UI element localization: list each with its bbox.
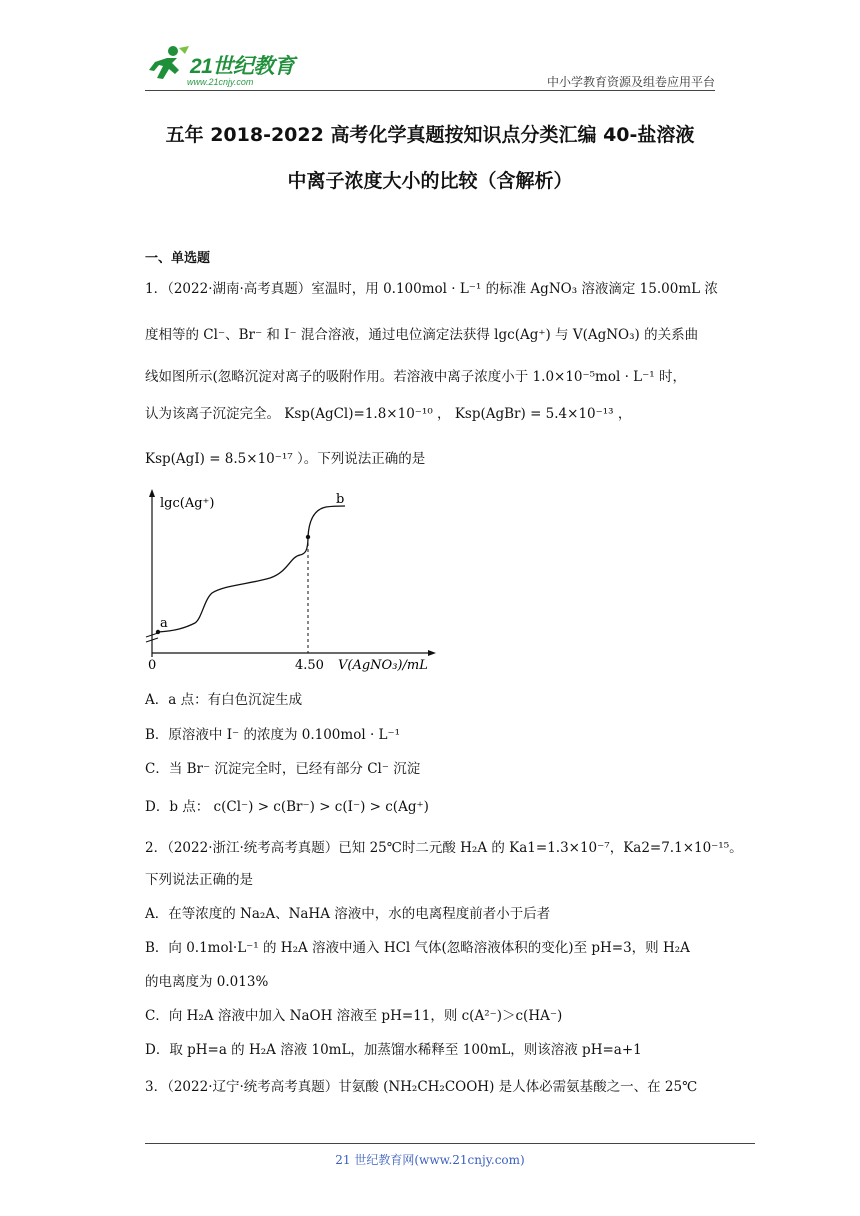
equivalence-point-marker xyxy=(306,535,310,539)
point-b-label: b xyxy=(336,492,345,507)
logo-url: www.21cnjy.com xyxy=(187,77,254,87)
q2-option-d[interactable]: D．取 pH=a 的 H₂A 溶液 10mL，加蒸馏水稀释至 100mL，则该溶液 pH=a+1 xyxy=(145,1042,642,1058)
q2-stem-line1: 2．（2022·浙江·统考高考真题）已知 25℃时二元酸 H₂A 的 Ka1=1.3×10⁻⁷，Ka2=7.1×10⁻¹⁵。 xyxy=(145,840,743,856)
q1-option-c[interactable]: C．当 Br⁻ 沉淀完全时，已经有部分 Cl⁻ 沉淀 xyxy=(145,761,421,777)
y-axis-arrow xyxy=(149,489,155,497)
q1-option-a[interactable]: A．a 点：有白色沉淀生成 xyxy=(145,692,303,708)
q2-stem-line2: 下列说法正确的是 xyxy=(145,872,253,888)
q1-stem-line1: 1．（2022·湖南·高考真题）室温时，用 0.100mol · L⁻¹ 的标准 AgNO₃ 溶液滴定 15.00mL 浓 xyxy=(145,281,718,297)
q2-option-b-line1[interactable]: B．向 0.1mol·L⁻¹ 的 H₂A 溶液中通入 HCl 气体(忽略溶液体积的变化)至 pH=3，则 H₂A xyxy=(145,940,690,956)
titration-curve xyxy=(158,506,345,632)
site-logo[interactable] xyxy=(145,44,320,90)
runner-logo-icon xyxy=(145,44,191,84)
q2-option-b-line2[interactable]: 的电离度为 0.013% xyxy=(145,974,269,990)
section-heading: 一、单选题 xyxy=(145,251,211,266)
point-a-label: a xyxy=(160,616,168,631)
q1-stem-line5: Ksp(AgI) = 8.5×10⁻¹⁷ ）。下列说法正确的是 xyxy=(145,451,426,467)
q1-option-d[interactable]: D．b 点： c(Cl⁻) > c(Br⁻) > c(I⁻) > c(Ag⁺) xyxy=(145,799,429,815)
x-tick-450: 4.50 xyxy=(295,658,324,673)
q1-option-b[interactable]: B．原溶液中 I⁻ 的浓度为 0.100mol · L⁻¹ xyxy=(145,727,401,743)
x-axis-label: V(AgNO₃)/mL xyxy=(338,658,428,673)
q2-option-c[interactable]: C．向 H₂A 溶液中加入 NaOH 溶液至 pH=11，则 c(A²⁻)＞c(HA⁻) xyxy=(145,1008,563,1024)
logo-text: 21世纪教育 xyxy=(190,55,295,78)
q3-stem-line1: 3．（2022·辽宁·统考高考真题）甘氨酸 (NH₂CH₂COOH) 是人体必需氨基酸之一、在 25℃ xyxy=(145,1079,698,1095)
titration-curve-chart xyxy=(140,485,450,675)
header-divider xyxy=(145,90,715,91)
page-header xyxy=(145,44,715,92)
footer-link[interactable]: 21 世纪教育网(www.21cnjy.com) xyxy=(335,1153,525,1167)
q1-stem-line3: 线如图所示(忽略沉淀对离子的吸附作用。若溶液中离子浓度小于 1.0×10⁻⁵mol · L⁻¹ 时， xyxy=(145,369,686,385)
q1-stem-line4: 认为该离子沉淀完全。 Ksp(AgCl)=1.8×10⁻¹⁰ ， Ksp(AgBr) = 5.4×10⁻¹³ ， xyxy=(145,406,632,422)
x-tick-0: 0 xyxy=(148,658,157,673)
footer-divider xyxy=(145,1143,755,1144)
q1-stem-line2: 度相等的 Cl⁻、Br⁻ 和 I⁻ 混合溶液，通过电位滴定法获得 lgc(Ag⁺) 与 V(AgNO₃) 的关系曲 xyxy=(145,327,699,343)
platform-label: 中小学教育资源及组卷应用平台 xyxy=(546,75,715,89)
y-axis-label: lgc(Ag⁺) xyxy=(160,496,215,511)
x-axis-arrow xyxy=(428,650,436,656)
page-title-line1: 五年 2018-2022 高考化学真题按知识点分类汇编 40-盐溶液 xyxy=(165,124,695,146)
page-title-line2: 中离子浓度大小的比较（含解析） xyxy=(287,170,573,192)
q2-option-a[interactable]: A．在等浓度的 Na₂A、NaHA 溶液中，水的电离程度前者小于后者 xyxy=(145,906,551,922)
